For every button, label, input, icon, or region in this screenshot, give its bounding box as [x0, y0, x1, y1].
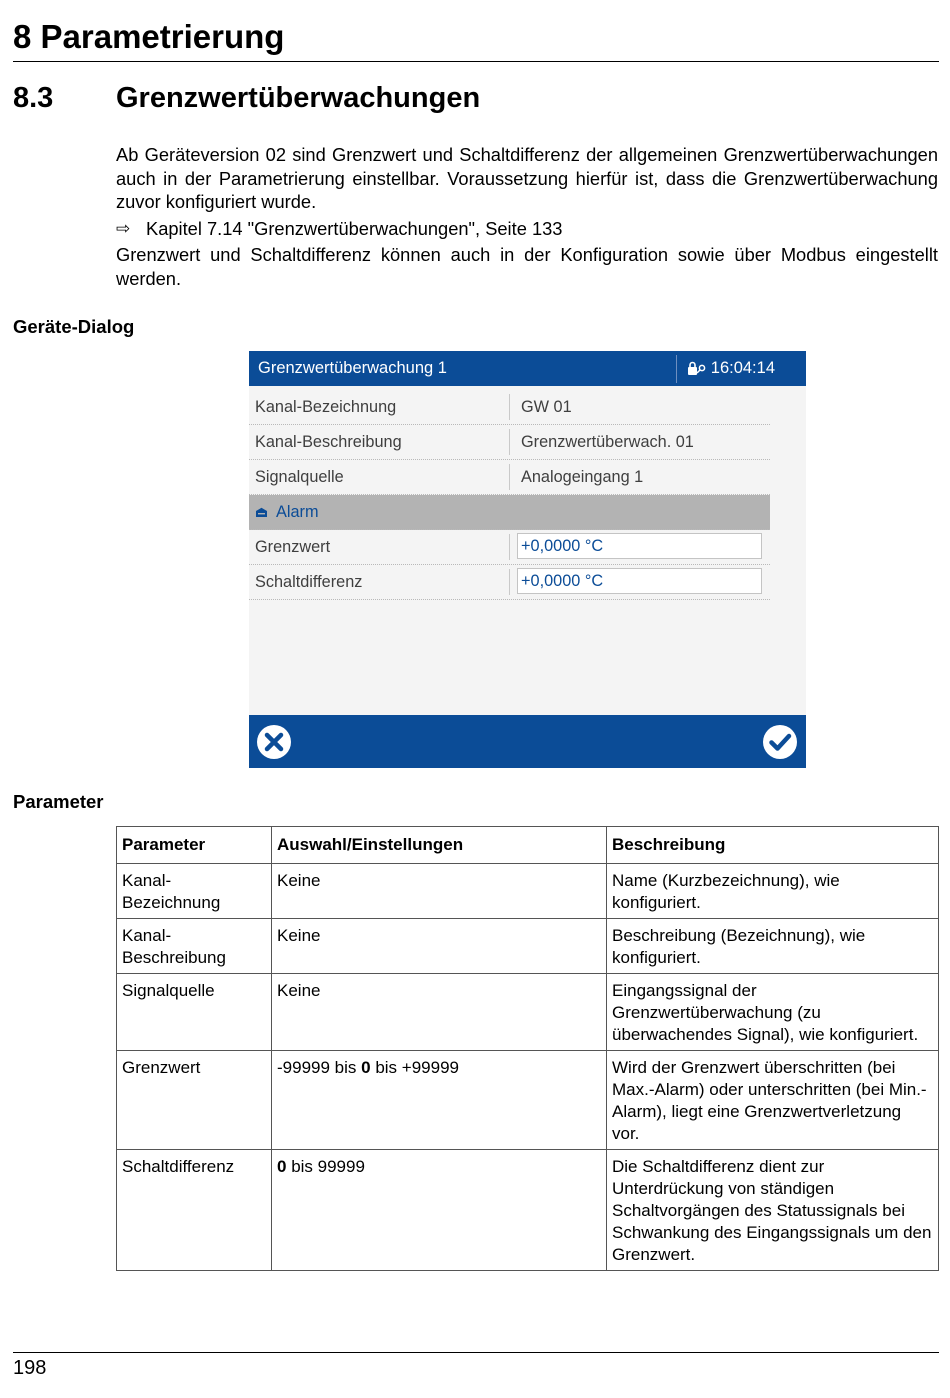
row-divider [509, 569, 510, 595]
row-label: Grenzwert [255, 537, 331, 556]
default-value: 0 [361, 1058, 371, 1077]
device-dialog-heading: Geräte-Dialog [13, 316, 135, 337]
cancel-button[interactable] [256, 724, 292, 760]
dialog-title-bar [249, 351, 806, 386]
group-label: Alarm [276, 502, 319, 521]
cell-description: Wird der Grenzwert überschritten (bei Max.-Alarm) oder unterschritten (bei Min.-Alarm), liegt eine Grenzwertverletzung vor. [607, 1051, 939, 1150]
checkmark-icon [762, 724, 798, 760]
row-divider [509, 394, 510, 420]
grenzwert-input[interactable]: +0,0000 °C [517, 533, 762, 559]
dialog-bottom-bar [249, 715, 806, 768]
cell-parameter: Kanal-Beschreibung [117, 919, 272, 974]
selection-text: bis 99999 [286, 1157, 365, 1176]
row-signalquelle[interactable] [249, 460, 770, 495]
intro-text [116, 143, 938, 290]
cell-description: Die Schaltdifferenz dient zur Unterdrückung von ständigen Schaltvorgängen des Statussignals bei Schwankung des Eingangssignals um den Grenzwert. [607, 1150, 939, 1271]
default-value: 0 [277, 1157, 287, 1176]
dialog-time: 16:04:14 [710, 359, 775, 377]
cell-selection: Keine [272, 919, 607, 974]
row-divider [509, 534, 510, 560]
schaltdifferenz-input[interactable]: +0,0000 °C [517, 568, 762, 594]
group-alarm[interactable] [249, 495, 770, 530]
row-label: Kanal-Bezeichnung [255, 397, 397, 416]
parameter-heading: Parameter [13, 791, 104, 812]
chapter-title: 8 Parametrierung [13, 18, 285, 55]
cell-selection: Keine [272, 974, 607, 1051]
cancel-x-icon [256, 724, 292, 760]
group-label-wrap [255, 503, 319, 522]
dialog-rows [249, 390, 770, 600]
table-row [117, 864, 939, 919]
table-row [117, 974, 939, 1051]
column-header: Auswahl/Einstellungen [272, 827, 607, 864]
cell-selection: Keine [272, 864, 607, 919]
cell-parameter: Signalquelle [117, 974, 272, 1051]
table-row [117, 1051, 939, 1150]
cross-reference[interactable] [116, 217, 938, 241]
section-title: Grenzwertüberwachungen [116, 82, 481, 114]
row-kanal-bezeichnung[interactable] [249, 390, 770, 425]
row-label: Signalquelle [255, 467, 344, 486]
row-label: Schaltdifferenz [255, 572, 363, 591]
row-divider [509, 464, 510, 490]
row-divider [509, 429, 510, 455]
cell-parameter: Schaltdifferenz [117, 1150, 272, 1271]
footer-rule [13, 1352, 939, 1353]
title-separator [676, 355, 677, 383]
cell-description: Beschreibung (Bezeichnung), wie konfiguriert. [607, 919, 939, 974]
row-label: Kanal-Beschreibung [255, 432, 402, 451]
row-value: Analogeingang 1 [521, 467, 644, 486]
cell-parameter: Grenzwert [117, 1051, 272, 1150]
dialog-clock [676, 355, 775, 383]
arrow-right-icon: ⇨ [116, 218, 131, 238]
cell-description: Name (Kurzbezeichnung), wie konfiguriert. [607, 864, 939, 919]
device-dialog [249, 351, 806, 768]
intro-paragraph-1: Ab Geräteversion 02 sind Grenzwert und Schaltdifferenz der allgemeinen Grenzwertüberwachungen auch in der Parametrierung einstellbar. Voraussetzung hierfür ist, dass die Grenzwertüberwachung zuvor konfiguriert wurde. [116, 144, 938, 212]
folder-icon [255, 507, 268, 518]
confirm-button[interactable] [762, 724, 798, 760]
table-row [117, 1150, 939, 1271]
row-grenzwert [249, 530, 770, 565]
table-header-row [117, 827, 939, 864]
header-rule [13, 61, 939, 62]
section-number: 8.3 [13, 82, 54, 114]
page-number: 198 [13, 1357, 47, 1379]
cell-selection [272, 1150, 607, 1271]
dialog-title: Grenzwertüberwachung 1 [258, 359, 447, 377]
row-schaltdifferenz [249, 565, 770, 600]
cell-parameter: Kanal-Bezeichnung [117, 864, 272, 919]
table-row [117, 919, 939, 974]
column-header: Parameter [117, 827, 272, 864]
cell-description: Eingangssignal der Grenzwertüberwachung (zu überwachendes Signal), wie konfiguriert. [607, 974, 939, 1051]
column-header: Beschreibung [607, 827, 939, 864]
row-value: GW 01 [521, 397, 572, 416]
selection-text: bis +99999 [370, 1058, 459, 1077]
parameter-table [116, 826, 939, 1271]
cell-selection [272, 1051, 607, 1150]
intro-paragraph-2: Grenzwert und Schaltdifferenz können auch in der Konfiguration sowie über Modbus eingestellt werden. [116, 244, 938, 289]
cross-reference-link[interactable]: Kapitel 7.14 "Grenzwertüberwachungen", Seite 133 [146, 217, 563, 239]
row-value: Grenzwertüberwach. 01 [521, 432, 694, 451]
selection-text: -99999 bis [277, 1058, 362, 1077]
row-kanal-beschreibung[interactable] [249, 425, 770, 460]
lock-key-icon [687, 361, 707, 377]
